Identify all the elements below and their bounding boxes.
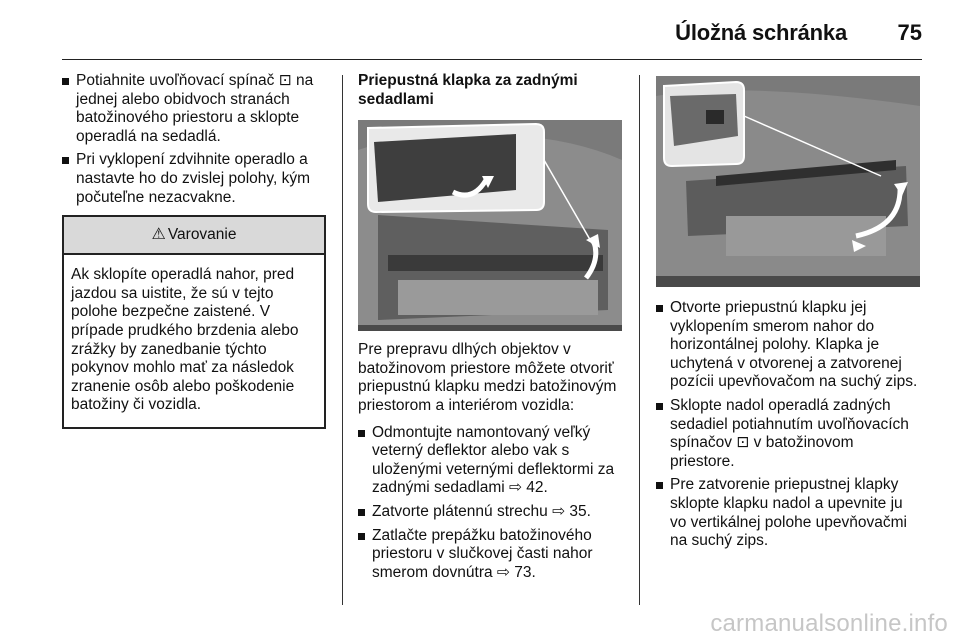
column-2 <box>358 72 626 587</box>
trunk-flap-illustration-svg <box>358 120 622 331</box>
column-3 <box>656 72 922 556</box>
list-item: Potiahnite uvoľňovací spínač ⊡ na jednej alebo obidvoch stranách batožinového priestoru a sklopte operadlá na sedadlá. <box>62 72 326 146</box>
list-item: Pre zatvorenie priepustnej klapky sklopte klapku nadol a upevnite ju vo vertikálnej polohe upevňovačmi na suchý zips. <box>656 476 922 550</box>
warning-text: Ak sklopíte operadlá nahor, pred jazdou sa uistite, že sú v tejto polohe bezpečne zaistené. V prípade prudkého brzdenia alebo zrážky by zanedbanie týchto pokynov mohlo mať za následok zranenie osôb alebo poškodenie batožiny či vozidla. <box>71 266 299 414</box>
column-divider-1 <box>342 75 343 605</box>
column-2-list <box>358 424 626 583</box>
warning-header <box>64 217 324 255</box>
list-item: Zatvorte plátennú strechu ⇨ 35. <box>358 503 626 522</box>
warning-box <box>62 215 326 429</box>
trunk-flap-illustration <box>358 120 622 331</box>
list-item: Odmontujte namontovaný veľký veterný deflektor alebo vak s uloženými veternými deflektormi za zadnými sedadlami ⇨ 42. <box>358 424 626 498</box>
column-1 <box>62 72 326 429</box>
list-item: Otvorte priepustnú klapku jej vyklopením smerom nahor do horizontálnej polohy. Klapka je uchytená v otvorenej a zatvorenej pozícii upevňovačom na suchý zips. <box>656 299 922 392</box>
column-1-list <box>62 72 326 207</box>
page-title: Úložná schránka <box>675 20 847 45</box>
warning-triangle-icon: ⚠ <box>151 226 166 244</box>
open-flap-illustration-svg <box>656 76 920 287</box>
warning-title: Varovanie <box>167 226 237 244</box>
list-item: Sklopte nadol operadlá zadných sedadiel potiahnutím uvoľňovacích spínačov ⊡ v batožinovom priestore. <box>656 397 922 471</box>
column-divider-2 <box>639 75 640 605</box>
header-rule <box>62 59 922 60</box>
list-item: Pri vyklopení zdvihnite operadlo a nastavte ho do zvislej polohy, kým počuteľne nezacvakne. <box>62 151 326 207</box>
list-item: Zatlačte prepážku batožinového priestoru v slučkovej časti nahor smerom dovnútra ⇨ 73. <box>358 527 626 583</box>
page-header <box>0 0 960 62</box>
column-3-list <box>656 299 922 551</box>
section-subheading: Priepustná klapka za zadnými sedadlami <box>358 72 578 108</box>
watermark: carmanualsonline.info <box>710 610 948 637</box>
open-flap-illustration <box>656 76 920 287</box>
body-paragraph: Pre prepravu dlhých objektov v batožinovom priestore môžete otvoriť priepustnú klapku medzi batožinovým priestorom a interiérom vozidla: <box>358 341 617 414</box>
page-number: 75 <box>897 20 922 45</box>
